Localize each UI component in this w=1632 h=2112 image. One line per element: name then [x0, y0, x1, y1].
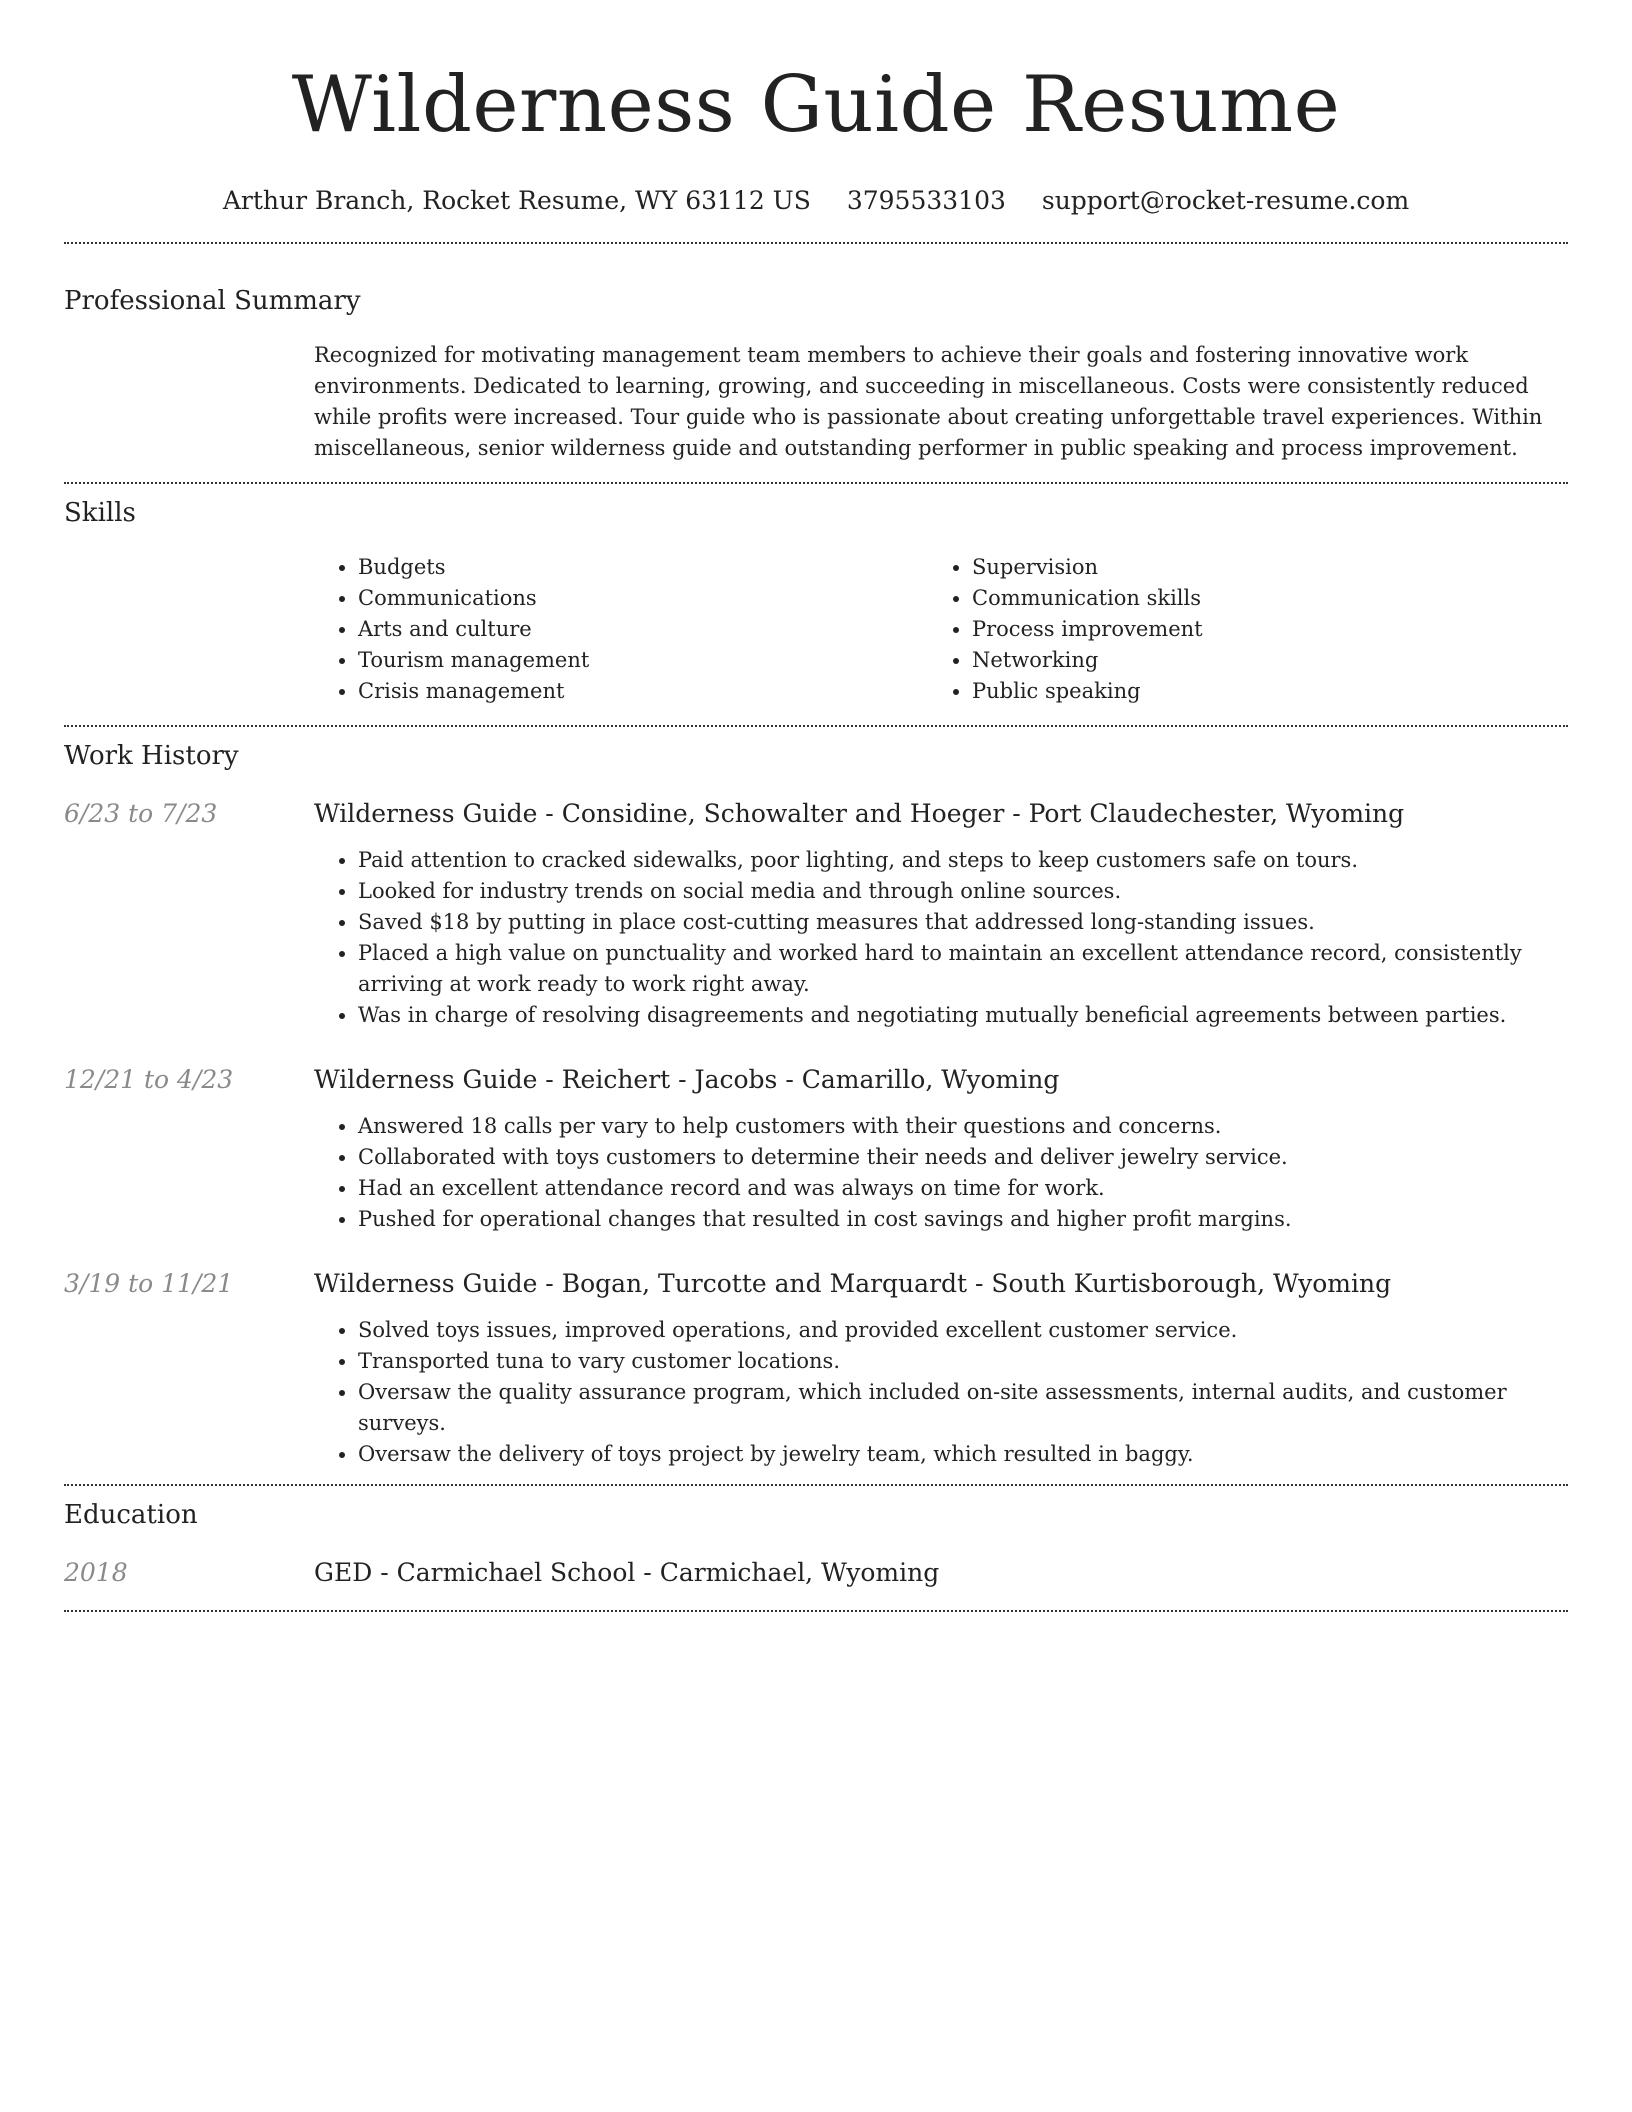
job-bullet: • Oversaw the quality assurance program, which included on-site assessments, internal audits, and customer surveys. [358, 1377, 1568, 1439]
job-bullet: • Pushed for operational changes that resulted in cost savings and higher profit margins. [358, 1204, 1568, 1235]
work-section [64, 727, 1568, 1470]
education-section [64, 1486, 1568, 1590]
job-bullets [314, 1315, 1568, 1470]
divider [64, 1610, 1568, 1612]
job-bullet: • Was in charge of resolving disagreements and negotiating mutually beneficial agreements between parties. [358, 1000, 1568, 1031]
job-title: Wilderness Guide - Reichert - Jacobs - Camarillo, Wyoming [314, 1065, 1060, 1094]
resume-title: Wilderness Guide Resume [291, 60, 1341, 150]
summary-heading: Professional Summary [64, 286, 361, 316]
contact-line [64, 184, 1568, 218]
contact-email: support@rocket-resume.com [1041, 186, 1410, 215]
skill-item: • Process improvement [972, 614, 1542, 645]
job-entry [64, 1267, 1568, 1470]
skill-item: • Public speaking [972, 676, 1542, 707]
job-bullet: • Placed a high value on punctuality and worked hard to maintain an excellent attendance record, consistently arriving at work ready to work right away. [358, 938, 1568, 1000]
job-entry [64, 797, 1568, 1031]
skill-item: • Tourism management [358, 645, 928, 676]
job-title: Wilderness Guide - Considine, Schowalter and Hoeger - Port Claudechester, Wyoming [314, 799, 1405, 828]
skills-list-right [928, 552, 1542, 707]
skill-item: • Networking [972, 645, 1542, 676]
job-bullets [314, 845, 1568, 1031]
job-bullet: • Oversaw the delivery of toys project by jewelry team, which resulted in baggy. [358, 1439, 1568, 1470]
skills-section [64, 484, 1568, 707]
summary-text: Recognized for motivating management team members to achieve their goals and fostering innovative work environments. Dedicated to learning, growing, and succeeding in miscellaneous. Costs were consistently reduced while profits were increased. Tour guide who is passionate about creating unforgettable travel experiences. Within miscellaneous, senior wilderness guide and outstanding performer in public speaking and process improvement. [314, 343, 1543, 460]
education-title: GED - Carmichael School - Carmichael, Wyoming [314, 1558, 940, 1587]
skills-list-left [314, 552, 928, 707]
contact-address: Arthur Branch, Rocket Resume, WY 63112 US [222, 186, 811, 215]
skill-item: • Supervision [972, 552, 1542, 583]
job-bullet: • Transported tuna to vary customer locations. [358, 1346, 1568, 1377]
skill-item: • Crisis management [358, 676, 928, 707]
job-bullets [314, 1111, 1568, 1235]
job-bullet: • Paid attention to cracked sidewalks, poor lighting, and steps to keep customers safe on tours. [358, 845, 1568, 876]
education-year: 2018 [64, 1558, 128, 1587]
education-heading: Education [64, 1500, 198, 1530]
job-bullet: • Had an excellent attendance record and was always on time for work. [358, 1173, 1568, 1204]
job-dates: 6/23 to 7/23 [64, 799, 218, 828]
skill-item: • Communication skills [972, 583, 1542, 614]
summary-section [64, 244, 1568, 464]
skill-item: • Communications [358, 583, 928, 614]
job-dates: 12/21 to 4/23 [64, 1065, 234, 1094]
job-title: Wilderness Guide - Bogan, Turcotte and Marquardt - South Kurtisborough, Wyoming [314, 1269, 1392, 1298]
contact-phone: 3795533103 [846, 186, 1006, 215]
education-entry [64, 1556, 1568, 1590]
skill-item: • Budgets [358, 552, 928, 583]
job-bullet: • Solved toys issues, improved operations, and provided excellent customer service. [358, 1315, 1568, 1346]
job-bullet: • Looked for industry trends on social media and through online sources. [358, 876, 1568, 907]
skill-item: • Arts and culture [358, 614, 928, 645]
job-dates: 3/19 to 11/21 [64, 1269, 234, 1298]
skills-heading: Skills [64, 498, 136, 528]
job-bullet: • Collaborated with toys customers to determine their needs and deliver jewelry service. [358, 1142, 1568, 1173]
job-bullet: • Answered 18 calls per vary to help customers with their questions and concerns. [358, 1111, 1568, 1142]
job-entry [64, 1063, 1568, 1235]
job-bullet: • Saved $18 by putting in place cost-cutting measures that addressed long-standing issues. [358, 907, 1568, 938]
work-heading: Work History [64, 741, 239, 771]
